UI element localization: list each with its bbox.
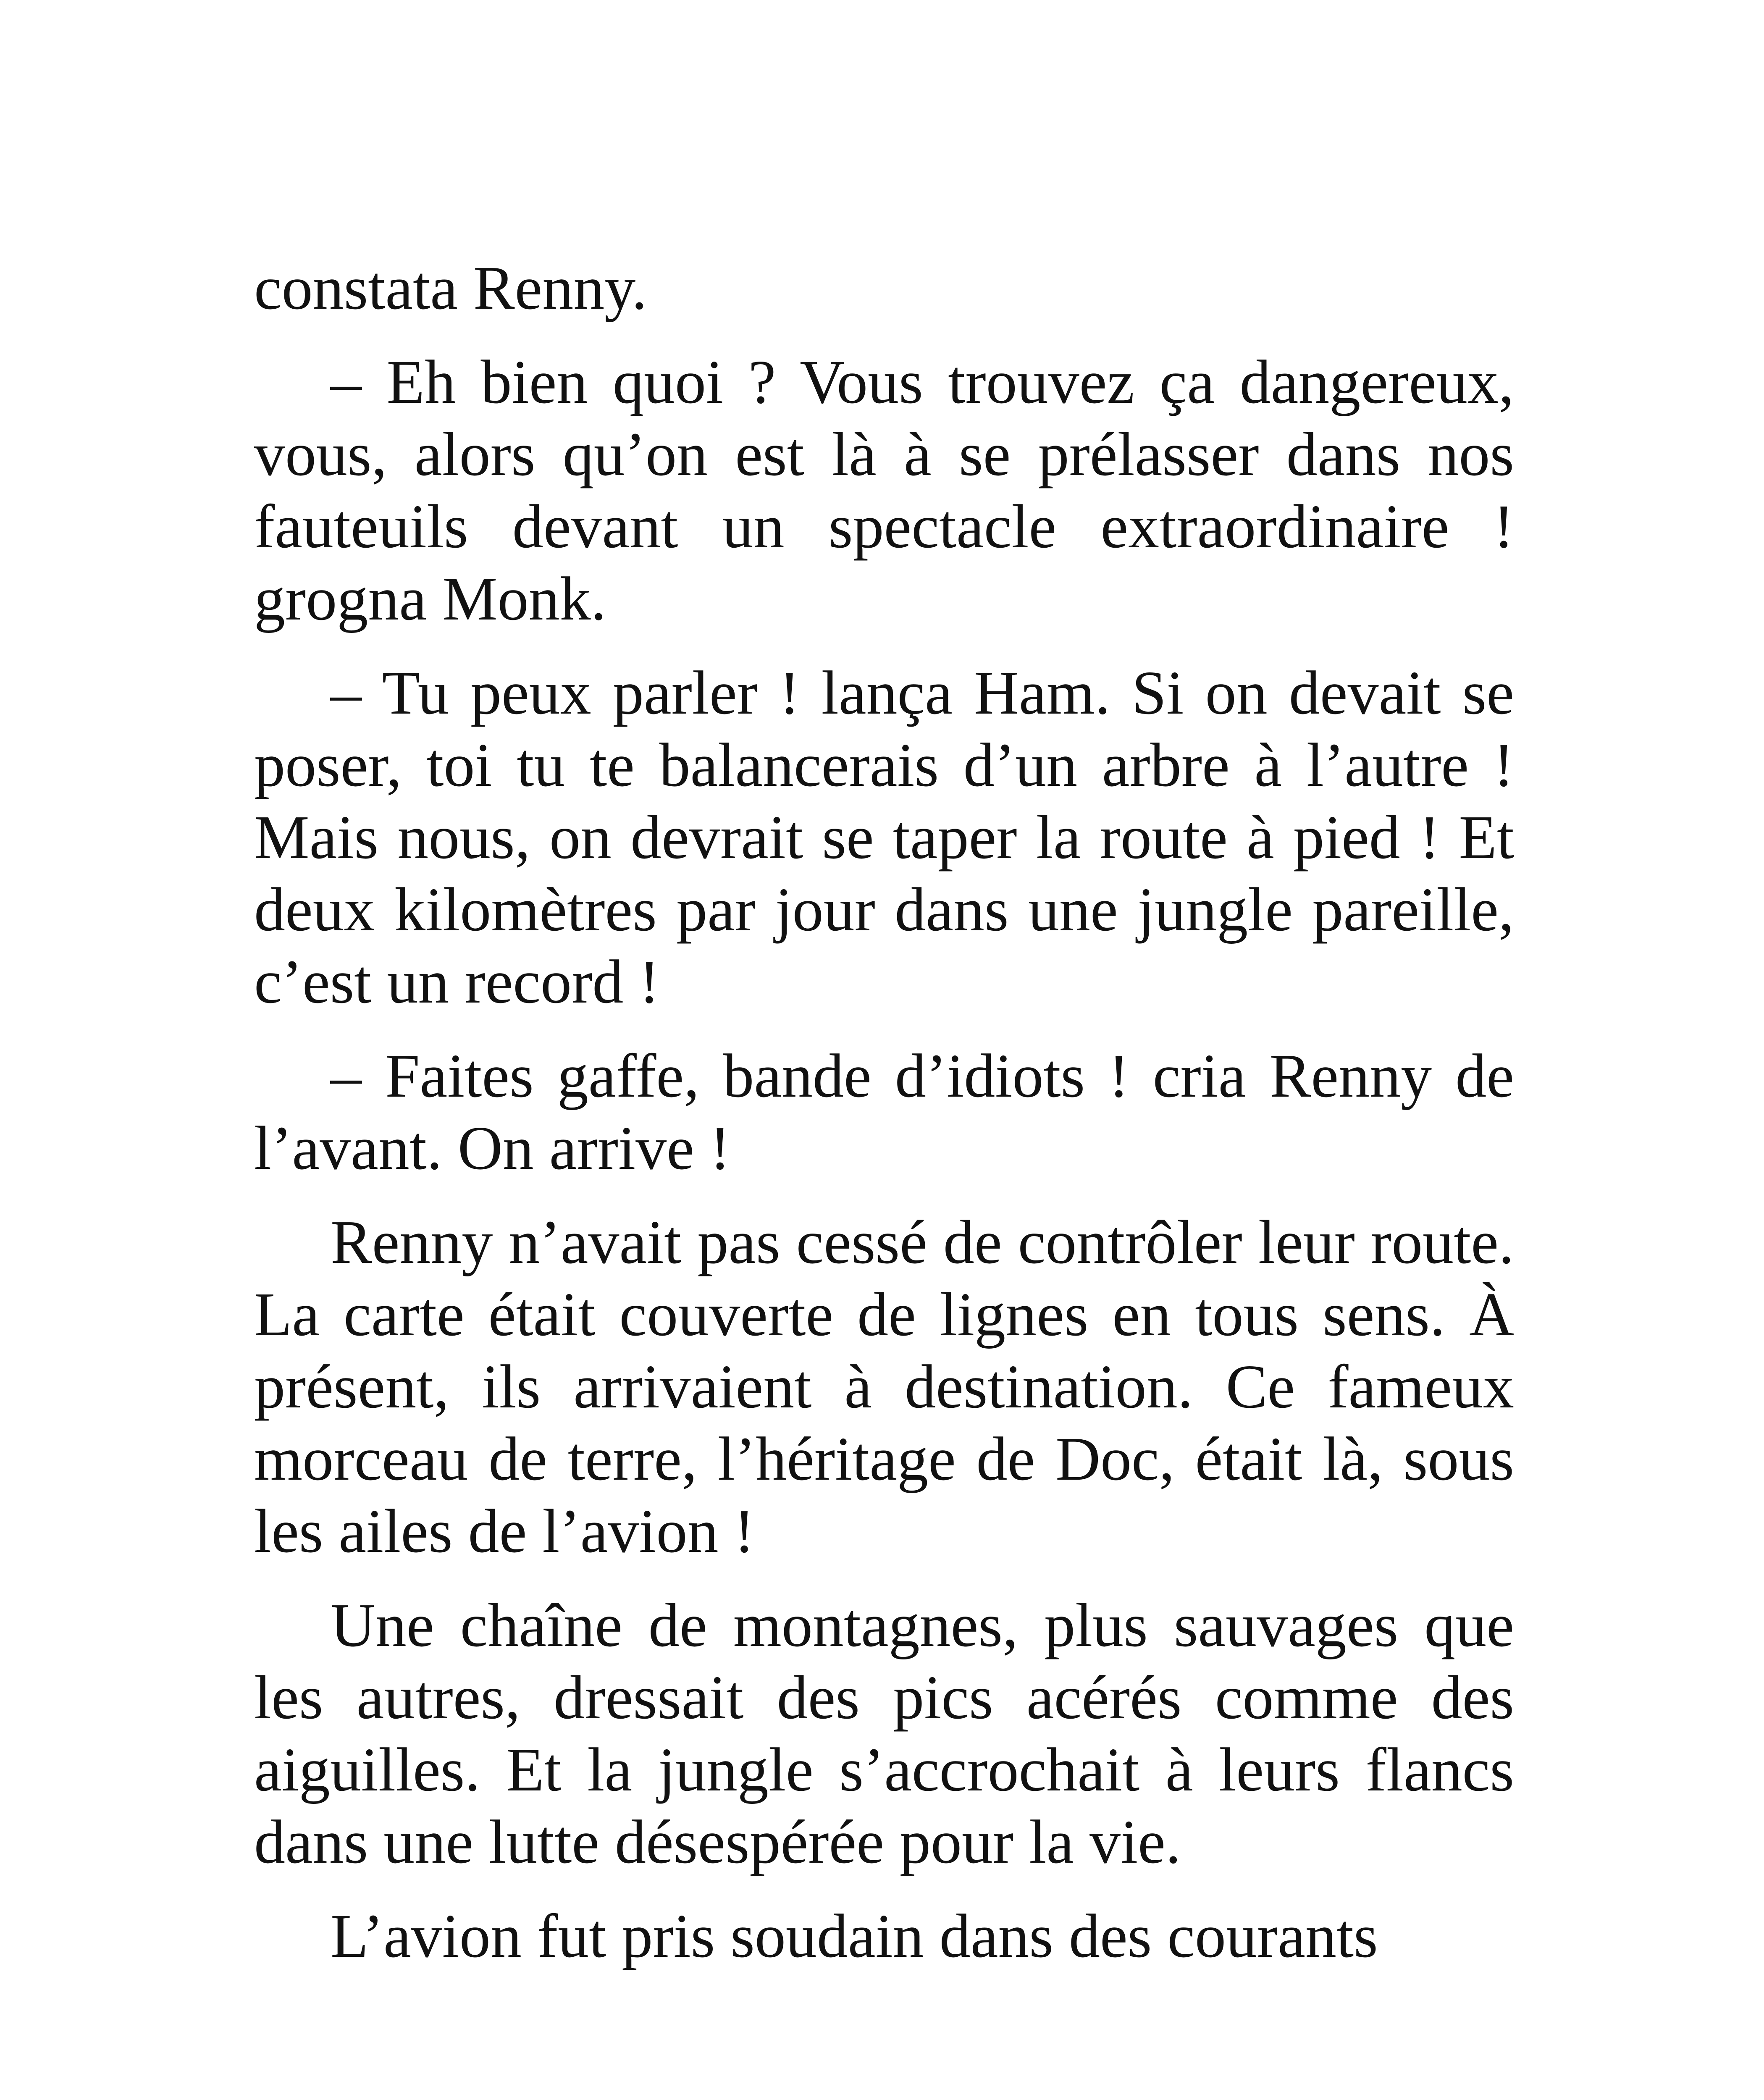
paragraph-5: Renny n’avait pas cessé de contrôler leur route. La carte était couverte de lignes en tous sens. À présent, ils arrivaient à destination. Ce fameux morceau de terre, l’héritage de Doc, était là, sous les ailes de l’avion ! xyxy=(254,1208,1514,1566)
paragraph-2: – Eh bien quoi ? Vous trouvez ça dangereux, vous, alors qu’on est là à se prélasser dans nos fauteuils devant un spectacle extraordinaire ! grogna Monk. xyxy=(254,348,1514,633)
paragraph-7: L’avion fut pris soudain dans des courants xyxy=(331,1902,1378,1971)
paragraph-1: constata Renny. xyxy=(254,254,647,323)
paragraph-6: Une chaîne de montagnes, plus sauvages que les autres, dressait des pics acérés comme des aiguilles. Et la jungle s’accrochait à leurs flancs dans une lutte désespérée pour la vie. xyxy=(254,1591,1514,1877)
paragraph-3: – Tu peux parler ! lança Ham. Si on devait se poser, toi tu te balancerais d’un arbre à l’autre ! Mais nous, on devrait se taper la route à pied ! Et deux kilomètres par jour dans une jungle pareille, c’est un record ! xyxy=(254,659,1514,1016)
body-text xyxy=(254,252,1514,1994)
paragraph-4: – Faites gaffe, bande d’idiots ! cria Renny de l’avant. On arrive ! xyxy=(254,1042,1514,1183)
